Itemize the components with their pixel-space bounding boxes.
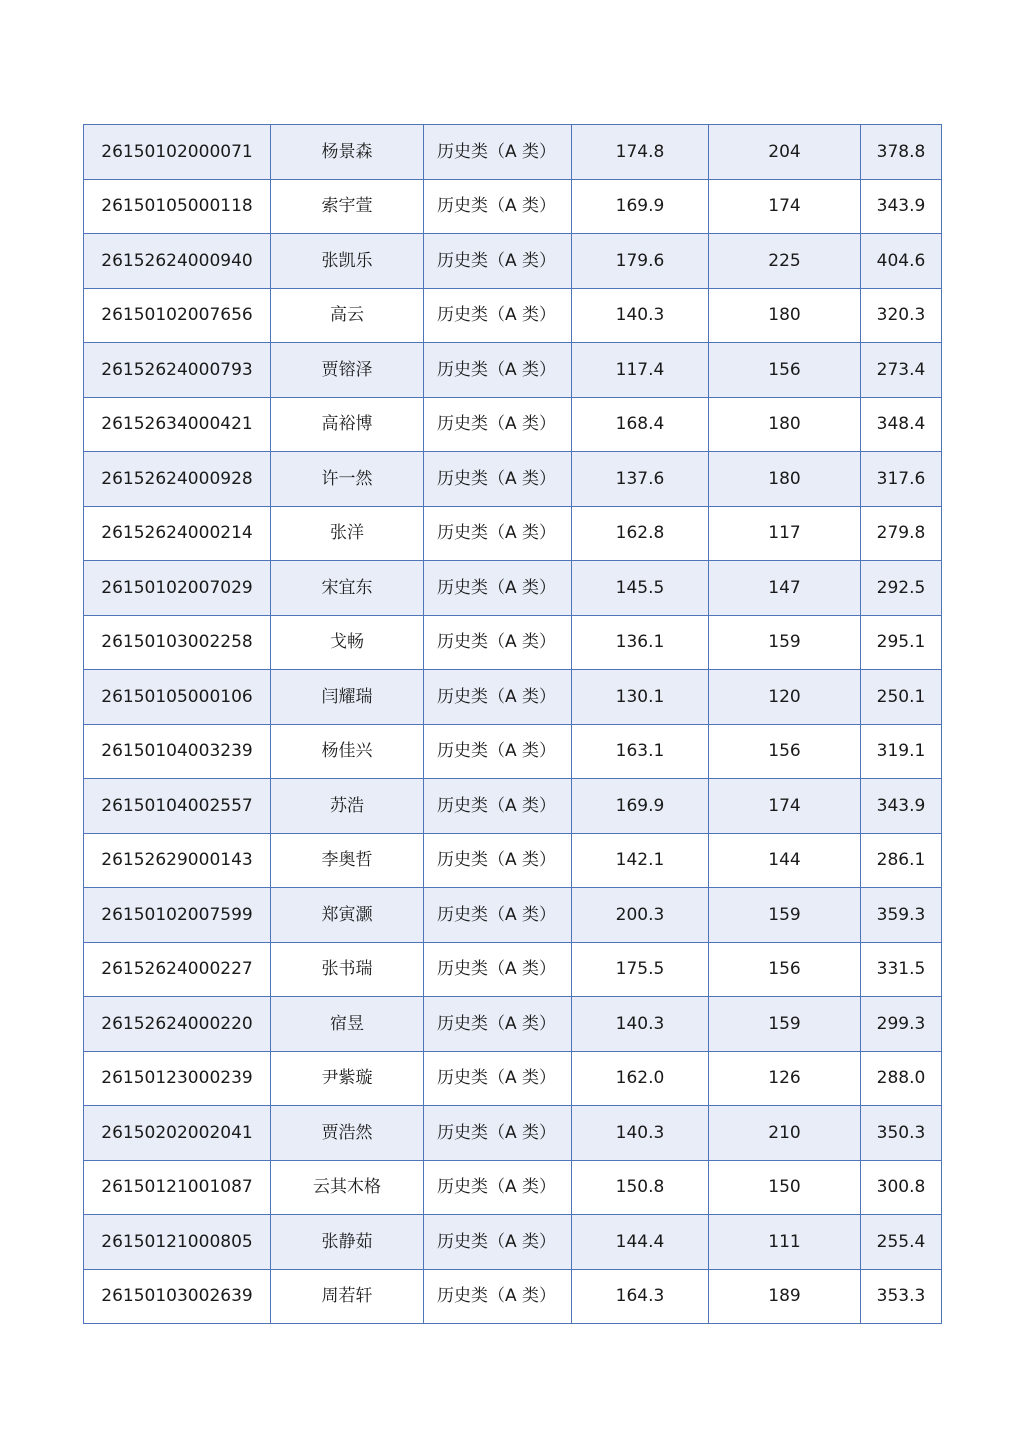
total-score-cell: 300.8 (861, 1160, 942, 1215)
table-row (84, 888, 942, 943)
candidate-name-cell: 贾镕泽 (271, 343, 424, 398)
total-score-cell: 331.5 (861, 942, 942, 997)
candidate-name-cell: 闫耀瑞 (271, 670, 424, 725)
table-row (84, 833, 942, 888)
candidate-name-cell: 高裕博 (271, 397, 424, 452)
score-2-cell: 111 (709, 1215, 861, 1270)
score-2-cell: 150 (709, 1160, 861, 1215)
total-score-cell: 255.4 (861, 1215, 942, 1270)
table-row (84, 1160, 942, 1215)
score-1-cell: 137.6 (572, 452, 709, 507)
score-2-cell: 225 (709, 234, 861, 289)
score-table (83, 124, 942, 1324)
table-row (84, 615, 942, 670)
subject-category-cell: 历史类（A 类） (424, 343, 572, 398)
subject-category-cell: 历史类（A 类） (424, 179, 572, 234)
candidate-name-cell: 郑寅灏 (271, 888, 424, 943)
candidate-name-cell: 云其木格 (271, 1160, 424, 1215)
total-score-cell: 317.6 (861, 452, 942, 507)
score-1-cell: 169.9 (572, 179, 709, 234)
candidate-name-cell: 张洋 (271, 506, 424, 561)
total-score-cell: 279.8 (861, 506, 942, 561)
score-2-cell: 159 (709, 997, 861, 1052)
candidate-name-cell: 苏浩 (271, 779, 424, 834)
candidate-id-cell: 26152624000793 (84, 343, 271, 398)
table-row (84, 397, 942, 452)
candidate-id-cell: 26150105000106 (84, 670, 271, 725)
subject-category-cell: 历史类（A 类） (424, 561, 572, 616)
total-score-cell: 353.3 (861, 1269, 942, 1324)
table-row (84, 179, 942, 234)
subject-category-cell: 历史类（A 类） (424, 888, 572, 943)
total-score-cell: 320.3 (861, 288, 942, 343)
subject-category-cell: 历史类（A 类） (424, 125, 572, 180)
candidate-id-cell: 26150202002041 (84, 1106, 271, 1161)
candidate-id-cell: 26152624000227 (84, 942, 271, 997)
table-row (84, 779, 942, 834)
total-score-cell: 299.3 (861, 997, 942, 1052)
candidate-id-cell: 26152624000214 (84, 506, 271, 561)
total-score-cell: 295.1 (861, 615, 942, 670)
score-1-cell: 175.5 (572, 942, 709, 997)
score-2-cell: 180 (709, 288, 861, 343)
score-1-cell: 142.1 (572, 833, 709, 888)
score-2-cell: 117 (709, 506, 861, 561)
candidate-id-cell: 26152624000928 (84, 452, 271, 507)
score-1-cell: 150.8 (572, 1160, 709, 1215)
subject-category-cell: 历史类（A 类） (424, 615, 572, 670)
total-score-cell: 343.9 (861, 179, 942, 234)
table-row (84, 561, 942, 616)
subject-category-cell: 历史类（A 类） (424, 1051, 572, 1106)
table-row (84, 1051, 942, 1106)
score-1-cell: 117.4 (572, 343, 709, 398)
candidate-name-cell: 索宇萱 (271, 179, 424, 234)
candidate-id-cell: 26150104002557 (84, 779, 271, 834)
score-2-cell: 180 (709, 397, 861, 452)
table-row (84, 670, 942, 725)
subject-category-cell: 历史类（A 类） (424, 997, 572, 1052)
candidate-id-cell: 26150102007656 (84, 288, 271, 343)
score-1-cell: 169.9 (572, 779, 709, 834)
candidate-name-cell: 杨佳兴 (271, 724, 424, 779)
score-1-cell: 168.4 (572, 397, 709, 452)
score-2-cell: 159 (709, 888, 861, 943)
table-row (84, 506, 942, 561)
subject-category-cell: 历史类（A 类） (424, 1106, 572, 1161)
score-2-cell: 189 (709, 1269, 861, 1324)
candidate-id-cell: 26150104003239 (84, 724, 271, 779)
candidate-id-cell: 26150105000118 (84, 179, 271, 234)
subject-category-cell: 历史类（A 类） (424, 1269, 572, 1324)
table-row (84, 997, 942, 1052)
candidate-id-cell: 26152624000940 (84, 234, 271, 289)
score-1-cell: 140.3 (572, 997, 709, 1052)
candidate-id-cell: 26150103002639 (84, 1269, 271, 1324)
total-score-cell: 378.8 (861, 125, 942, 180)
table-row (84, 1215, 942, 1270)
candidate-id-cell: 26150102007599 (84, 888, 271, 943)
candidate-name-cell: 宿昱 (271, 997, 424, 1052)
subject-category-cell: 历史类（A 类） (424, 670, 572, 725)
score-1-cell: 200.3 (572, 888, 709, 943)
table-row (84, 125, 942, 180)
score-1-cell: 144.4 (572, 1215, 709, 1270)
score-1-cell: 164.3 (572, 1269, 709, 1324)
table-row (84, 343, 942, 398)
score-2-cell: 156 (709, 942, 861, 997)
subject-category-cell: 历史类（A 类） (424, 942, 572, 997)
score-1-cell: 163.1 (572, 724, 709, 779)
table-row (84, 234, 942, 289)
candidate-name-cell: 张书瑞 (271, 942, 424, 997)
score-1-cell: 140.3 (572, 288, 709, 343)
subject-category-cell: 历史类（A 类） (424, 779, 572, 834)
table-row (84, 724, 942, 779)
total-score-cell: 273.4 (861, 343, 942, 398)
score-2-cell: 204 (709, 125, 861, 180)
score-1-cell: 179.6 (572, 234, 709, 289)
total-score-cell: 348.4 (861, 397, 942, 452)
candidate-name-cell: 张静茹 (271, 1215, 424, 1270)
candidate-id-cell: 26152629000143 (84, 833, 271, 888)
score-1-cell: 140.3 (572, 1106, 709, 1161)
candidate-name-cell: 戈畅 (271, 615, 424, 670)
total-score-cell: 359.3 (861, 888, 942, 943)
candidate-id-cell: 26150103002258 (84, 615, 271, 670)
score-2-cell: 156 (709, 343, 861, 398)
score-2-cell: 174 (709, 779, 861, 834)
subject-category-cell: 历史类（A 类） (424, 833, 572, 888)
total-score-cell: 288.0 (861, 1051, 942, 1106)
subject-category-cell: 历史类（A 类） (424, 234, 572, 289)
score-2-cell: 147 (709, 561, 861, 616)
total-score-cell: 319.1 (861, 724, 942, 779)
subject-category-cell: 历史类（A 类） (424, 1160, 572, 1215)
table-row (84, 288, 942, 343)
score-table-body (84, 125, 942, 1324)
score-2-cell: 180 (709, 452, 861, 507)
score-2-cell: 174 (709, 179, 861, 234)
candidate-name-cell: 张凯乐 (271, 234, 424, 289)
candidate-name-cell: 宋宜东 (271, 561, 424, 616)
candidate-id-cell: 26150121000805 (84, 1215, 271, 1270)
subject-category-cell: 历史类（A 类） (424, 724, 572, 779)
candidate-id-cell: 26150123000239 (84, 1051, 271, 1106)
subject-category-cell: 历史类（A 类） (424, 1215, 572, 1270)
table-row (84, 1269, 942, 1324)
candidate-name-cell: 许一然 (271, 452, 424, 507)
score-2-cell: 210 (709, 1106, 861, 1161)
total-score-cell: 350.3 (861, 1106, 942, 1161)
score-1-cell: 162.0 (572, 1051, 709, 1106)
total-score-cell: 343.9 (861, 779, 942, 834)
score-1-cell: 174.8 (572, 125, 709, 180)
total-score-cell: 292.5 (861, 561, 942, 616)
score-2-cell: 156 (709, 724, 861, 779)
score-2-cell: 144 (709, 833, 861, 888)
candidate-id-cell: 26152634000421 (84, 397, 271, 452)
total-score-cell: 250.1 (861, 670, 942, 725)
candidate-name-cell: 尹紫璇 (271, 1051, 424, 1106)
table-row (84, 942, 942, 997)
subject-category-cell: 历史类（A 类） (424, 288, 572, 343)
candidate-name-cell: 高云 (271, 288, 424, 343)
candidate-id-cell: 26150102000071 (84, 125, 271, 180)
table-row (84, 452, 942, 507)
score-1-cell: 162.8 (572, 506, 709, 561)
score-2-cell: 126 (709, 1051, 861, 1106)
score-1-cell: 136.1 (572, 615, 709, 670)
candidate-id-cell: 26150102007029 (84, 561, 271, 616)
subject-category-cell: 历史类（A 类） (424, 452, 572, 507)
candidate-name-cell: 李奥哲 (271, 833, 424, 888)
candidate-id-cell: 26150121001087 (84, 1160, 271, 1215)
candidate-name-cell: 杨景森 (271, 125, 424, 180)
score-1-cell: 130.1 (572, 670, 709, 725)
total-score-cell: 404.6 (861, 234, 942, 289)
candidate-name-cell: 周若轩 (271, 1269, 424, 1324)
subject-category-cell: 历史类（A 类） (424, 506, 572, 561)
subject-category-cell: 历史类（A 类） (424, 397, 572, 452)
table-row (84, 1106, 942, 1161)
total-score-cell: 286.1 (861, 833, 942, 888)
score-2-cell: 120 (709, 670, 861, 725)
candidate-id-cell: 26152624000220 (84, 997, 271, 1052)
score-1-cell: 145.5 (572, 561, 709, 616)
score-2-cell: 159 (709, 615, 861, 670)
candidate-name-cell: 贾浩然 (271, 1106, 424, 1161)
